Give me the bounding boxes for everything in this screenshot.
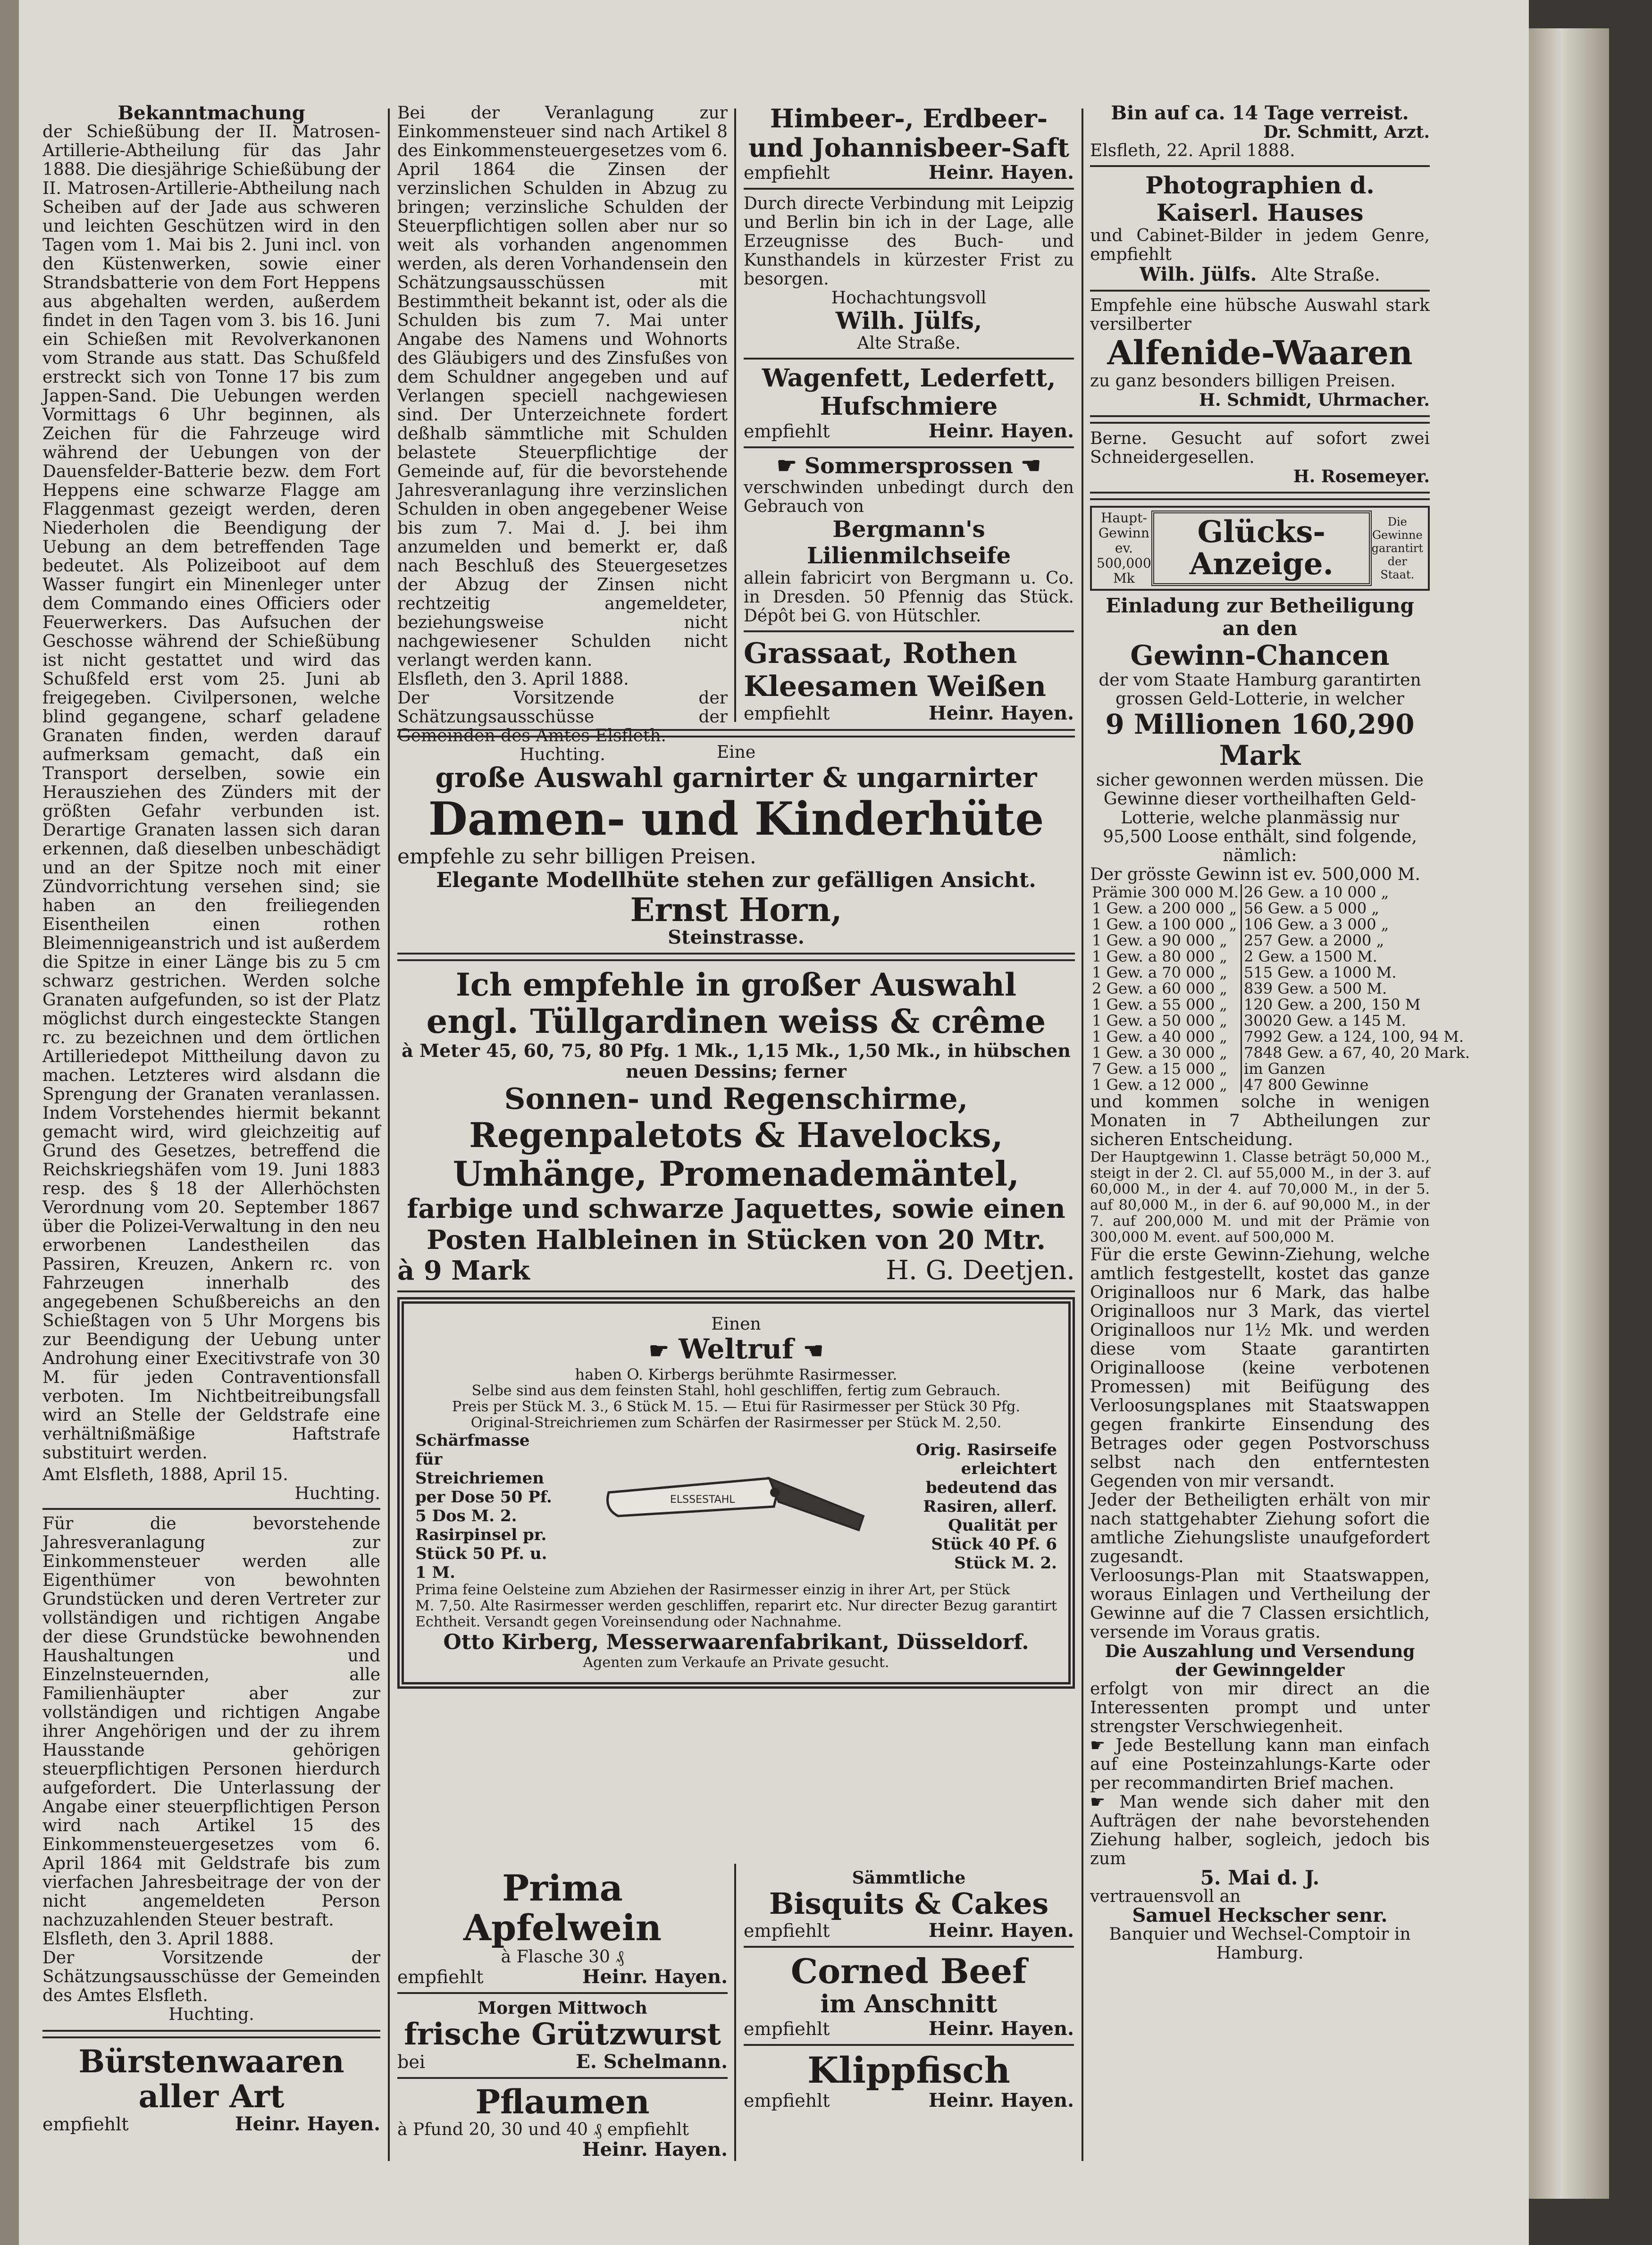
ad-books-name: Wilh. Jülfs, bbox=[835, 307, 982, 335]
prize-right-cell: 47 800 Gewinne bbox=[1244, 1076, 1369, 1094]
divider bbox=[1090, 165, 1430, 167]
ad-hats-line1: große Auswahl garnirter & ungarnirter bbox=[435, 762, 1037, 794]
ad-curtains-line2: engl. Tüllgardinen weiss & crême bbox=[426, 1002, 1046, 1041]
lottery-text10: Man wende sich daher mit den Aufträgen der nahe bevorstehenden Ziehung halber, sogleich, jedoch bis zum bbox=[1090, 1793, 1430, 1868]
ad-merchant: Heinr. Hayen. bbox=[928, 1919, 1074, 1942]
pointing-hand-icon: ☛ bbox=[1090, 1793, 1106, 1812]
prize-left-cell: 1 Gew. a 55 000 „ bbox=[1090, 997, 1241, 1013]
ad-merchant: Heinr. Hayen. bbox=[928, 420, 1074, 442]
ad-photos-footer bbox=[1090, 264, 1430, 285]
prize-row bbox=[1090, 980, 1472, 997]
lottery-text11: vertrauensvoll an bbox=[1090, 1887, 1241, 1906]
column-4 bbox=[1090, 102, 1470, 2170]
divider bbox=[397, 953, 1075, 961]
prize-right-cell: 7992 Gew. a 124, 100, 94 M. bbox=[1244, 1028, 1464, 1046]
ad-label: empfiehlt bbox=[744, 421, 830, 442]
divider bbox=[1090, 415, 1430, 424]
ad-beef-title: Corned Beef bbox=[790, 1951, 1027, 1991]
prize-row bbox=[1090, 997, 1472, 1013]
prize-right-cell: 2 Gew. a 1500 M. bbox=[1244, 947, 1377, 965]
ad-freckles-title-text: Sommersprossen bbox=[804, 453, 1014, 478]
lottery-text1: der vom Staate Hamburg garantirten grossen Geld-Lotterie, in welcher bbox=[1099, 670, 1421, 709]
ad-merchant: Heinr. Hayen. bbox=[928, 2018, 1074, 2040]
ad-hats-pre: Eine bbox=[716, 743, 756, 762]
ad-books-text: Durch directe Verbindung mit Leipzig und Berlin bin ich in der Lage, alle Erzeugnisse des Buch- und Kunsthandels in kürzester Frist zu besorgen. bbox=[744, 194, 1074, 289]
ad-umbrellas: Sonnen- und Regenschirme, bbox=[504, 1081, 968, 1116]
ad-klippfisch-footer bbox=[744, 2090, 1074, 2111]
ad-travel-date: Elsfleth, 22. April 1888. bbox=[1090, 141, 1295, 160]
ad-cider-price: à Flasche 30 ₰ bbox=[501, 1947, 624, 1967]
lottery-chances: Gewinn-Chancen bbox=[1130, 639, 1390, 671]
lottery-text6: Jeder der Betheiligten erhält von mir nach stattgehabter Ziehung sofort die amtliche Ziehungsliste unaufgefordert zugesandt. bbox=[1090, 1491, 1430, 1566]
ad-brushes-title: Bürstenwaaren aller Art bbox=[78, 2043, 344, 2115]
lottery-prize-table bbox=[1090, 884, 1472, 1093]
ad-biscuits-footer bbox=[744, 1920, 1074, 1941]
ad-freckles-title bbox=[744, 453, 1074, 478]
divider bbox=[397, 2077, 728, 2079]
divider bbox=[744, 188, 1074, 190]
prize-right-cell: 120 Gew. a 200, 150 M bbox=[1244, 996, 1421, 1014]
divider bbox=[42, 2030, 380, 2038]
prize-left-cell: 1 Gew. a 200 000 „ bbox=[1090, 900, 1241, 916]
divider bbox=[397, 1290, 1075, 1292]
ad-label: empfiehlt bbox=[744, 703, 830, 724]
prize-row bbox=[1090, 1077, 1472, 1093]
prize-row bbox=[1090, 932, 1472, 948]
divider bbox=[744, 630, 1074, 632]
prize-right-cell: 106 Gew. a 3 000 „ bbox=[1244, 915, 1389, 933]
ad-merchant: Heinr. Hayen. bbox=[235, 2113, 380, 2135]
prize-row bbox=[1090, 964, 1472, 980]
prize-left-cell: 1 Gew. a 12 000 „ bbox=[1090, 1077, 1241, 1093]
ad-merchant: Heinr. Hayen. bbox=[928, 702, 1074, 724]
divider bbox=[42, 1508, 380, 1510]
ad-klippfisch-title: Klippfisch bbox=[807, 2049, 1010, 2091]
ad-seeds-footer bbox=[744, 703, 1074, 724]
lottery-invite: Einladung zur Betheiligung an den bbox=[1106, 594, 1414, 640]
divider bbox=[1090, 290, 1430, 292]
lottery-top-prize: Der grösste Gewinn ist ev. 500,000 M. bbox=[1090, 865, 1420, 884]
ad-books-regards: Hochachtungsvoll bbox=[831, 288, 987, 308]
tax-notice-date: Elsfleth, den 3. April 1888. bbox=[42, 1929, 274, 1949]
ad-razor-body bbox=[415, 1431, 1057, 1582]
prize-right-cell: 515 Gew. a 1000 M. bbox=[1244, 963, 1397, 981]
ad-silver-name: H. Schmidt, Uhrmacher. bbox=[1199, 390, 1430, 410]
notice-text: der Schießübung der II. Matrosen-Artillerie-Abtheilung für das Jahr 1888. Die diesjährige Schießübung der II. Matrosen-Artillerie-Abtheilung nach Scheiben auf der Jade aus schweren und leichten Geschützen wird in den Tagen vom 1. Mai bis 2. Juni incl. von den Küstenwerken, sowie einer Strandsbatterie von dem Fort Heppens aus abgehalten werden, außerdem findet in den Tagen vom 3. bis 16. Juni ein Schießen mit Revolverkanonen vom Strande aus statt. Das Schußfeld erstreckt sich von Tonne 17 bis zum Jappen-Sand. Die Uebungen werden Vormittags 6 Uhr beginnen, als Zeichen für die Fahrzeuge wird während der Uebungen von der Dauensfelder-Batterie bezw. dem Fort Heppens eine schwarze Flagge am Flaggenmast gezeigt werden, deren Niederholen die Beendigung der Uebung an dem betreffenden Tage bedeutet. Als Polizeiboot auf dem Wasser fungirt ein Minenleger unter dem Commando eines Officiers oder Feuerwerkers. Das Aufsuchen der Geschosse während der Schießübung ist nicht gestattet und wird das Schußfeld erst vom 25. Juni ab freigegeben. Civilpersonen, welche blind gegangene, scharf geladene Granaten finden, werden darauf aufmerksam gemacht, daß ein Transport derselben, sowie ein Herausziehen des Zünders mit der größten Gefahr verbunden ist. Derartige Granaten lassen sich daran erkennen, daß dieselben unbeschädigt und an der Spitze noch mit einer Zündvorrichtung versehen sind; sie haben an den freiliegenden Eisentheilen einen rothen Bleimennigeanstrich und ist außerdem die Spitze in einer Länge bis zu 5 cm schwarz gestrichen. Werden solche Granaten aufgefunden, so ist der Platz möglichst durch eingesteckte Stangen rc. zu bezeichnen und dem örtlichen Artilleriedepot Mittheilung davon zu machen. Letzteres wird alsdann die Sprengung der Granaten veranlassen. Indem Vorstehendes hiermit bekannt gemacht wird, wird gleichzeitig auf Grund des Gesetzes, betreffend die Reichskriegshäfen vom 19. Juni 1883 resp. des § 18 der Allerhöchsten Verordnung vom 20. September 1867 über die Polizei-Verwaltung in den neu erworbenen Landestheilen das Passiren, Kreuzen, Ankern rc. von Fahrzeugen innerhalb des angegebenen Schußbereichs an den Schießtagen von 5 Uhr Morgens bis zur Beendigung der Uebung unter Androhung einer Execitivstrafe von 30 M. für jeden Contraventionsfall verboten. Im Nichtbeitreibungsfall wird an Stelle der Geldstrafe eine verhältnißmäßige Haftstrafe substituirt werden. bbox=[42, 122, 380, 1463]
prize-row bbox=[1090, 884, 1472, 900]
ad-beef-footer bbox=[744, 2019, 1074, 2039]
tax-notice-signature: Huchting. bbox=[168, 2005, 254, 2024]
ad-hats-text2: Elegante Modellhüte stehen zur gefälligen Ansicht. bbox=[436, 868, 1036, 892]
ad-curtains-line1: Ich empfehle in großer Auswahl bbox=[455, 966, 1017, 1003]
prize-left-cell: 1 Gew. a 70 000 „ bbox=[1090, 964, 1241, 980]
prize-left-cell: 1 Gew. a 40 000 „ bbox=[1090, 1029, 1241, 1045]
ad-razor-text5: M. 7,50. Alte Rasirmesser werden geschliffen, reparirt etc. Nur directer Bezug garantirt Echtheit. Versandt gegen Voreinsendung oder Nachnahme. bbox=[415, 1598, 1057, 1630]
prize-left-cell: 1 Gew. a 30 000 „ bbox=[1090, 1045, 1241, 1061]
ad-freckles-text: verschwinden unbedingt durch den Gebrauch von bbox=[744, 478, 1074, 516]
divider bbox=[744, 1946, 1074, 1948]
interest-notice-by: Der Vorsitzende der Schätzungsausschüsse der Gemeinden des Amtes Elsfleth. bbox=[397, 688, 728, 746]
divider bbox=[397, 1992, 728, 1994]
ad-brushes-footer bbox=[42, 2114, 380, 2135]
pointing-hand-icon: ☛ bbox=[648, 1338, 669, 1364]
lottery-text7: Verloosungs-Plan mit Staatswappen, woraus Einlagen und Vertheilung der Gewinne auf die 7 Classen ersichtlich, versende im Voraus gratis. bbox=[1090, 1566, 1430, 1642]
razor-illustration bbox=[599, 1459, 873, 1554]
ad-linen: Posten Halbleinen in Stücken von 20 Mtr. bbox=[426, 1224, 1046, 1256]
lottery-text9-row bbox=[1090, 1736, 1430, 1793]
prize-left-cell: 1 Gew. a 50 000 „ bbox=[1090, 1013, 1241, 1029]
ad-beef-sub: im Anschnitt bbox=[820, 1990, 998, 2019]
page-edge-stack bbox=[1529, 28, 1609, 2199]
wide-ad-area bbox=[397, 729, 1075, 1861]
lottery-title: Glücks-Anzeige. bbox=[1151, 511, 1372, 586]
ad-label: empfiehlt bbox=[42, 2114, 129, 2135]
pointing-hand-icon: ☛ bbox=[776, 452, 797, 479]
ad-label: empfiehlt bbox=[744, 2090, 830, 2111]
ad-plums-title: Pflaumen bbox=[475, 2082, 650, 2121]
prize-left-cell: Prämie 300 000 M. bbox=[1090, 884, 1241, 900]
ad-silver-title: Alfenide-Waaren bbox=[1107, 333, 1413, 372]
lottery-text4: Der Hauptgewinn 1. Classe beträgt 50,000 M., steigt in der 2. Cl. auf 55,000 M., in der 3. auf 60,000 M., in der 4. auf 70,000 M., in der 5. auf 80,000 M., in der 6. auf 90,000 M., in der 7. auf 200,000 M. und mit der Prämie von 300,000 M. event. auf 500,000 M. bbox=[1090, 1149, 1430, 1246]
ad-merchant: Heinr. Hayen. bbox=[928, 2089, 1074, 2111]
ad-razor-text3: Preis per Stück M. 3., 6 Stück M. 15. — Etui für Rasirmesser per Stück 30 Pfg. bbox=[452, 1399, 1021, 1415]
ad-label: empfiehlt bbox=[397, 1967, 484, 1987]
ad-books-address: Alte Straße. bbox=[857, 334, 961, 353]
ad-label: empfiehlt bbox=[744, 162, 830, 183]
ad-freckles-brand: Bergmann's Lilienmilchseife bbox=[806, 516, 1011, 569]
ad-juice-title: Himbeer-, Erdbeer- und Johannisbeer-Saft bbox=[748, 103, 1069, 163]
ad-cider-title: Prima Apfelwein bbox=[463, 1867, 662, 1949]
lottery-head2: Die Auszahlung und Versendung der Gewinngelder bbox=[1105, 1642, 1415, 1680]
ad-grease-footer bbox=[744, 421, 1074, 442]
prize-row bbox=[1090, 1061, 1472, 1077]
ad-merchant: Heinr. Hayen. bbox=[928, 161, 1074, 184]
ad-silver-text: Empfehle eine hübsche Auswahl stark versilberter bbox=[1090, 296, 1430, 334]
ad-merchant: Heinr. Hayen. bbox=[582, 2138, 728, 2161]
tax-notice-text: Für die bevorstehende Jahresveranlagung zur Einkommensteuer werden alle Eigenthümer von bewohnten Grundstücken und deren Vertreter zur vollständigen und richtigen Angabe der diese Grundstücke bewohnenden Haushaltungen und Einzelnsteuernden, alle Familienhäupter aber zur vollständigen und richtigen Angabe ihrer Angehörigen und der zu ihrem Hausstande gehörigen steuerpflichtigen Personen hierdurch aufgefordert. Die Unterlassung der Angabe einer steuerpflichtigen Person wird nach Artikel 15 des Einkommensteuergesetzes vom 6. April 1864 mit Geldstrafe bis zum vierfachen Jahresbeitrage der von der nicht angemeldeten Person nachzuzahlenden Steuer bestraft. bbox=[42, 1514, 380, 1930]
pointing-hand-icon: ☛ bbox=[1090, 1736, 1106, 1755]
ad-address: Alte Straße. bbox=[1271, 264, 1380, 285]
column-3 bbox=[744, 104, 1074, 727]
ad-razor-pre: Einen bbox=[711, 1315, 761, 1334]
book-spine bbox=[0, 0, 19, 2245]
ad-freckles-text2: allein fabricirt von Bergmann u. Co. in Dresden. 50 Pfennig das Stück. Dépôt bei G. von Hütschler. bbox=[744, 569, 1074, 626]
prize-right-cell: 30020 Gew. a 145 M. bbox=[1244, 1012, 1406, 1030]
ad-capes: Umhänge, Promenademäntel, bbox=[453, 1154, 1020, 1194]
ad-razor-title-row bbox=[415, 1334, 1057, 1366]
prize-row bbox=[1090, 900, 1472, 916]
divider bbox=[744, 358, 1074, 360]
ad-cider-footer bbox=[397, 1967, 728, 1987]
ad-merchant: H. G. Deetjen. bbox=[886, 1255, 1075, 1286]
ad-hats-text: empfehle zu sehr billigen Preisen. bbox=[397, 845, 756, 869]
ad-biscuits-pre: Sämmtliche bbox=[852, 1868, 966, 1888]
ad-sausage-title: frische Grützwurst bbox=[404, 2017, 721, 2052]
tax-notice-by: Der Vorsitzende der Schätzungsausschüsse der Gemeinden des Amtes Elsfleth. bbox=[42, 1948, 380, 2005]
razor-blade-mark: ELSSESTAHL bbox=[670, 1494, 735, 1506]
lottery-date: 5. Mai d. J. bbox=[1200, 1866, 1320, 1889]
pointing-hand-icon: ☚ bbox=[1021, 452, 1041, 479]
prize-right-cell: 839 Gew. a 500 M. bbox=[1244, 980, 1387, 997]
lottery-main-prize: Haupt-Gewinn ev. 500,000 Mk bbox=[1097, 510, 1151, 586]
ad-merchant: E. Schelmann. bbox=[576, 2051, 728, 2073]
ad-silver-text2: zu ganz besonders billigen Preisen. bbox=[1090, 371, 1396, 391]
divider bbox=[1090, 492, 1430, 500]
divider bbox=[744, 446, 1074, 448]
column-2 bbox=[397, 103, 728, 764]
ad-razor-text4: Original-Streichriemen zum Schärfen der Rasirmesser per Stück M. 2,50. bbox=[470, 1415, 1002, 1431]
lottery-text5: Für die erste Gewinn-Ziehung, welche amtlich festgestellt, kostet das ganze Originalloos nur 6 Mark, das halbe Originalloos nur 3 Mark, das viertel Originalloos nur 1½ Mk. und werden diese vom Staate garantirten Originalloose (keine verbotenen Promessen) mit Beifügung des Verloosungsplanes mit Staatswappen gegen frankirte Einsendung des Betrages oder gegen Postvorschuss selbst nach den entferntesten Gegenden von mir versandt. bbox=[1090, 1245, 1430, 1491]
ad-plums-footer bbox=[397, 2139, 728, 2160]
ad-razor-text2: Selbe sind aus dem feinsten Stahl, hohl geschliffen, fertig zum Gebrauch. bbox=[471, 1382, 1001, 1399]
notice-date: Amt Elsfleth, 1888, April 15. bbox=[42, 1465, 288, 1484]
bottom-ads-left bbox=[397, 1868, 728, 2170]
column-rule bbox=[388, 109, 390, 2161]
ad-curtains-prices: à Meter 45, 60, 75, 80 Pfg. 1 Mk., 1,15 Mk., 1,50 Mk., in hübschen neuen Dessins; ferner bbox=[402, 1040, 1071, 1082]
lottery-text9: Jede Bestellung kann man einfach auf eine Posteinzahlungs-Karte oder per recommandirten Brief machen. bbox=[1090, 1736, 1430, 1793]
ad-razor-right: Orig. Rasirseife erleichtert bedeutend das Rasiren, allerf. Qualität per Stück 40 Pf. 6 Stück M. 2. bbox=[916, 1441, 1057, 1573]
interest-notice-date: Elsfleth, den 3. April 1888. bbox=[397, 670, 629, 689]
ad-tailors-text: Berne. Gesucht auf sofort zwei Schneidergesellen. bbox=[1090, 429, 1430, 467]
lottery-firm2: Banquier und Wechsel-Comptoir in Hamburg. bbox=[1109, 1925, 1411, 1963]
ad-travel-line2: Dr. Schmitt, Arzt. bbox=[1263, 122, 1430, 142]
prize-right-cell: 257 Gew. a 2000 „ bbox=[1244, 931, 1384, 949]
prize-left-cell: 7 Gew. a 15 000 „ bbox=[1090, 1061, 1241, 1077]
prize-right-cell: im Ganzen bbox=[1244, 1060, 1325, 1078]
ad-razor-frame bbox=[397, 1297, 1075, 1689]
bottom-ads-right bbox=[744, 1868, 1074, 2170]
lottery-text10-row bbox=[1090, 1793, 1430, 1868]
lottery-text3: und kommen solche in wenigen Monaten in 7 Abtheilungen zur sicheren Entscheidung. bbox=[1090, 1092, 1430, 1149]
ad-razor-title: Weltruf bbox=[679, 1333, 794, 1365]
ad-razor-text1: haben O. Kirbergs berühmte Rasirmesser. bbox=[575, 1365, 897, 1383]
ad-grease-title: Wagenfett, Lederfett, Hufschmiere bbox=[762, 364, 1056, 421]
prize-row bbox=[1090, 916, 1472, 932]
prize-left-cell: 1 Gew. a 80 000 „ bbox=[1090, 948, 1241, 964]
interest-notice-text: Bei der Veranlagung zur Einkommensteuer sind nach Artikel 8 des Einkommensteuergesetzes vom 6. April 1864 die Zinsen der verzinslichen Schulden in Abzug zu bringen; verzinsliche Schulden der Steuerpflichtigen sollen aber nur so weit als vorhanden angenommen werden, als deren Vorhandensein den Schätzungsausschüssen mit Bestimmtheit bekannt ist, oder als die Schulden bis zum 7. Mai unter Angabe des Namens und Wohnorts des Gläubigers und des Zinsfußes von dem Schuldner angegeben und auf Verlangen speciell nachgewiesen sind. Der Unterzeichnete fordert deßhalb sämmtliche mit Schulden belastete Steuerpflichtige der Gemeinde auf, für die bevorstehende Jahresveranlagung ihre verzinslichen Schulden in oben angegebener Weise bis zum 7. Mai d. J. bei ihm anzumelden und bemerkt er, daß nach Beschluß des Steuergesetzes der Abzug der Zinsen nicht rechtzeitig angemeldeter, beziehungsweise nicht nachgewiesener Schulden nicht verlangt werden kann. bbox=[397, 103, 728, 670]
divider bbox=[744, 2044, 1074, 2046]
ad-sausage-pre: Morgen Mittwoch bbox=[478, 1998, 647, 2018]
ad-plums-price: à Pfund 20, 30 und 40 ₰ empfiehlt bbox=[397, 2120, 689, 2139]
prize-left-cell: 2 Gew. a 60 000 „ bbox=[1090, 980, 1241, 997]
ad-hats-title: Damen- und Kinderhüte bbox=[428, 792, 1044, 846]
column-rule bbox=[1082, 109, 1083, 2161]
ad-label: bei bbox=[397, 2052, 425, 2072]
prize-row bbox=[1090, 1013, 1472, 1029]
lottery-text8: erfolgt von mir direct an die Interessenten prompt und unter strengster Verschwiegenheit. bbox=[1090, 1679, 1430, 1736]
ad-travel-line1: Bin auf ca. 14 Tage verreist. bbox=[1111, 102, 1409, 124]
ad-linen-price: à 9 Mark bbox=[397, 1255, 530, 1286]
ad-photos-title: Photographien d. Kaiserl. Hauses bbox=[1145, 171, 1375, 226]
prize-row bbox=[1090, 1045, 1472, 1061]
ad-linen-footer bbox=[397, 1256, 1075, 1286]
ad-merchant: Heinr. Hayen. bbox=[582, 1966, 728, 1988]
column-rule bbox=[734, 109, 736, 722]
lottery-amount: 9 Millionen 160,290 Mark bbox=[1105, 708, 1415, 771]
ad-seeds-title: Grassaat, Rothen Kleesamen Weißen bbox=[744, 637, 1046, 703]
notice-signature: Huchting. bbox=[294, 1484, 380, 1503]
lottery-header-box bbox=[1090, 506, 1430, 591]
ad-raincoats: Regenpaletots & Havelocks, bbox=[469, 1115, 1003, 1155]
ad-razor-agents: Agenten zum Verkaufe an Private gesucht. bbox=[583, 1654, 889, 1671]
ad-photos-text: und Cabinet-Bilder in jedem Genre, empfiehlt bbox=[1090, 226, 1430, 264]
ad-label: empfiehlt bbox=[744, 2019, 830, 2039]
ad-hats-name: Ernst Horn, bbox=[630, 891, 842, 929]
prize-right-cell: 7848 Gew. a 67, 40, 20 Mark. bbox=[1244, 1044, 1470, 1062]
ad-razor-left: Schärfmasse für Streichriemen per Dose 50 Pf. 5 Dos M. 2. Rasirpinsel pr. Stück 50 Pf. u. 1 M. bbox=[415, 1431, 552, 1582]
lottery-text2: sicher gewonnen werden müssen. Die Gewinne dieser vortheilhaften Geld-Lotterie, welche planmässig nur 95,500 Loose enthält, sind folgende, nämlich: bbox=[1096, 771, 1424, 865]
divider bbox=[397, 729, 1075, 737]
ad-biscuits-title: Bisquits & Cakes bbox=[769, 1886, 1049, 1921]
prize-left-cell: 1 Gew. a 90 000 „ bbox=[1090, 932, 1241, 948]
ad-razor-text5a: Prima feine Oelsteine zum Abziehen der Rasirmesser einzig in ihrer Art, per Stück bbox=[415, 1582, 1010, 1598]
ad-sausage-footer bbox=[397, 2052, 728, 2072]
column-rule bbox=[734, 1864, 736, 2161]
prize-row bbox=[1090, 948, 1472, 964]
ad-razor-firm: Otto Kirberg, Messerwaarenfabrikant, Düsseldorf. bbox=[443, 1630, 1029, 1654]
prize-right-cell: 56 Gew. a 5 000 „ bbox=[1244, 899, 1379, 917]
prize-left-cell: 1 Gew. a 100 000 „ bbox=[1090, 916, 1241, 932]
ad-tailors-name: H. Rosemeyer. bbox=[1293, 467, 1430, 486]
ad-merchant: Wilh. Jülfs. bbox=[1140, 263, 1257, 285]
prize-row bbox=[1090, 1029, 1472, 1045]
ad-juice-footer bbox=[744, 162, 1074, 183]
column-1 bbox=[42, 104, 380, 2180]
ad-label: empfiehlt bbox=[744, 1920, 830, 1941]
interest-notice-signature: Huchting. bbox=[520, 745, 605, 764]
ad-jackets: farbige und schwarze Jaquettes, sowie einen bbox=[407, 1193, 1065, 1224]
lottery-guarantee: Die Gewinne garantirt der Staat. bbox=[1371, 515, 1424, 581]
prize-right-cell: 26 Gew. a 10 000 „ bbox=[1244, 883, 1389, 901]
notice-title: Bekanntmachung bbox=[117, 102, 305, 124]
lottery-firm: Samuel Heckscher senr. bbox=[1132, 1904, 1388, 1927]
ad-hats-address: Steinstrasse. bbox=[668, 926, 805, 948]
pointing-hand-icon: ☚ bbox=[803, 1338, 824, 1364]
